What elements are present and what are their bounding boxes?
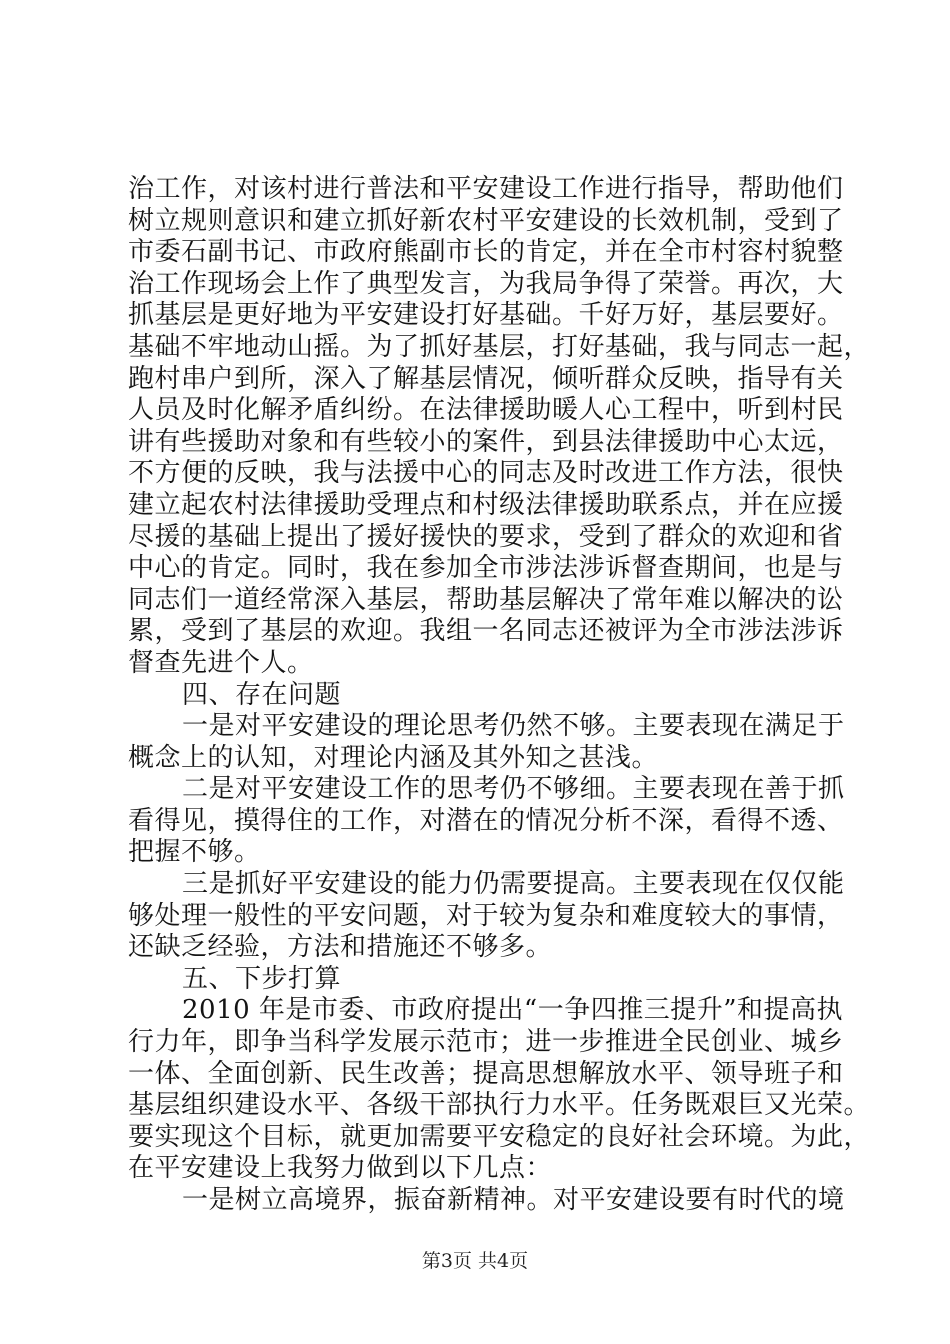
text-line: 人员及时化解矛盾纠纷。在法律援助暖人心工程中，听到村民	[128, 395, 844, 426]
text-line: 治工作，对该村进行普法和平安建设工作进行指导，帮助他们	[128, 174, 844, 204]
text-line: 抓基层是更好地为平安建设打好基础。千好万好，基层要好。	[128, 300, 844, 331]
text-line: 建立起农村法律援助受理点和村级法律援助联系点，并在应援	[128, 489, 844, 520]
page-footer: 第3页 共4页	[421, 1250, 529, 1272]
text-line: 要实现这个目标，就更加需要平安稳定的良好社会环境。为此，	[128, 1121, 871, 1152]
text-line: 督查先进个人。	[128, 647, 314, 678]
text-line: 一体、全面创新、民生改善；提高思想解放水平、领导班子和	[128, 1058, 844, 1089]
text-line: 把握不够。	[128, 837, 261, 868]
text-line: 市委石副书记、市政府熊副市长的肯定，并在全市村容村貌整	[128, 237, 844, 268]
text-line: 讲有些援助对象和有些较小的案件，到县法律援助中心太远，	[128, 426, 844, 457]
text-line: 基础不牢地动山摇。为了抓好基层，打好基础，我与同志一起，	[128, 331, 871, 362]
text-line: 尽援的基础上提出了援好援快的要求，受到了群众的欢迎和省	[128, 521, 844, 552]
text-line: 一是树立高境界，振奋新精神。对平安建设要有时代的境	[182, 1185, 845, 1215]
text-line: 2010 年是市委、市政府提出“一争四推三提升”和提高执	[182, 995, 844, 1026]
text-line: 治工作现场会上作了典型发言，为我局争得了荣誉。再次，大	[128, 268, 844, 299]
text-line: 二是对平安建设工作的思考仍不够细。主要表现在善于抓	[182, 774, 845, 805]
text-line: 同志们一道经常深入基层，帮助基层解决了常年难以解决的讼	[128, 584, 844, 615]
text-line: 还缺乏经验，方法和措施还不够多。	[128, 932, 553, 963]
text-line: 基层组织建设水平、各级干部执行力水平。任务既艰巨又光荣。	[128, 1090, 871, 1121]
text-line: 在平安建设上我努力做到以下几点：	[128, 1153, 553, 1184]
text-line: 五、下步打算	[182, 963, 342, 994]
text-line: 概念上的认知，对理论内涵及其外知之甚浅。	[128, 742, 659, 773]
text-line: 够处理一般性的平安问题，对于较为复杂和难度较大的事情，	[128, 900, 844, 931]
text-line: 树立规则意识和建立抓好新农村平安建设的长效机制，受到了	[128, 205, 844, 236]
text-line: 四、存在问题	[182, 679, 342, 710]
text-line: 跑村串户到所，深入了解基层情况，倾听群众反映，指导有关	[128, 363, 844, 394]
text-line: 不方便的反映，我与法援中心的同志及时改进工作方法，很快	[128, 458, 844, 489]
text-line: 累，受到了基层的欢迎。我组一名同志还被评为全市涉法涉诉	[128, 616, 844, 647]
text-line: 看得见，摸得住的工作，对潜在的情况分析不深，看得不透、	[128, 805, 844, 836]
text-line: 行力年，即争当科学发展示范市；进一步推进全民创业、城乡	[128, 1027, 844, 1058]
document-body	[128, 174, 871, 1217]
text-line: 三是抓好平安建设的能力仍需要提高。主要表现在仅仅能	[182, 869, 845, 900]
text-line: 中心的肯定。同时，我在参加全市涉法涉诉督查期间，也是与	[128, 553, 844, 584]
text-line: 一是对平安建设的理论思考仍然不够。主要表现在满足于	[182, 711, 845, 742]
